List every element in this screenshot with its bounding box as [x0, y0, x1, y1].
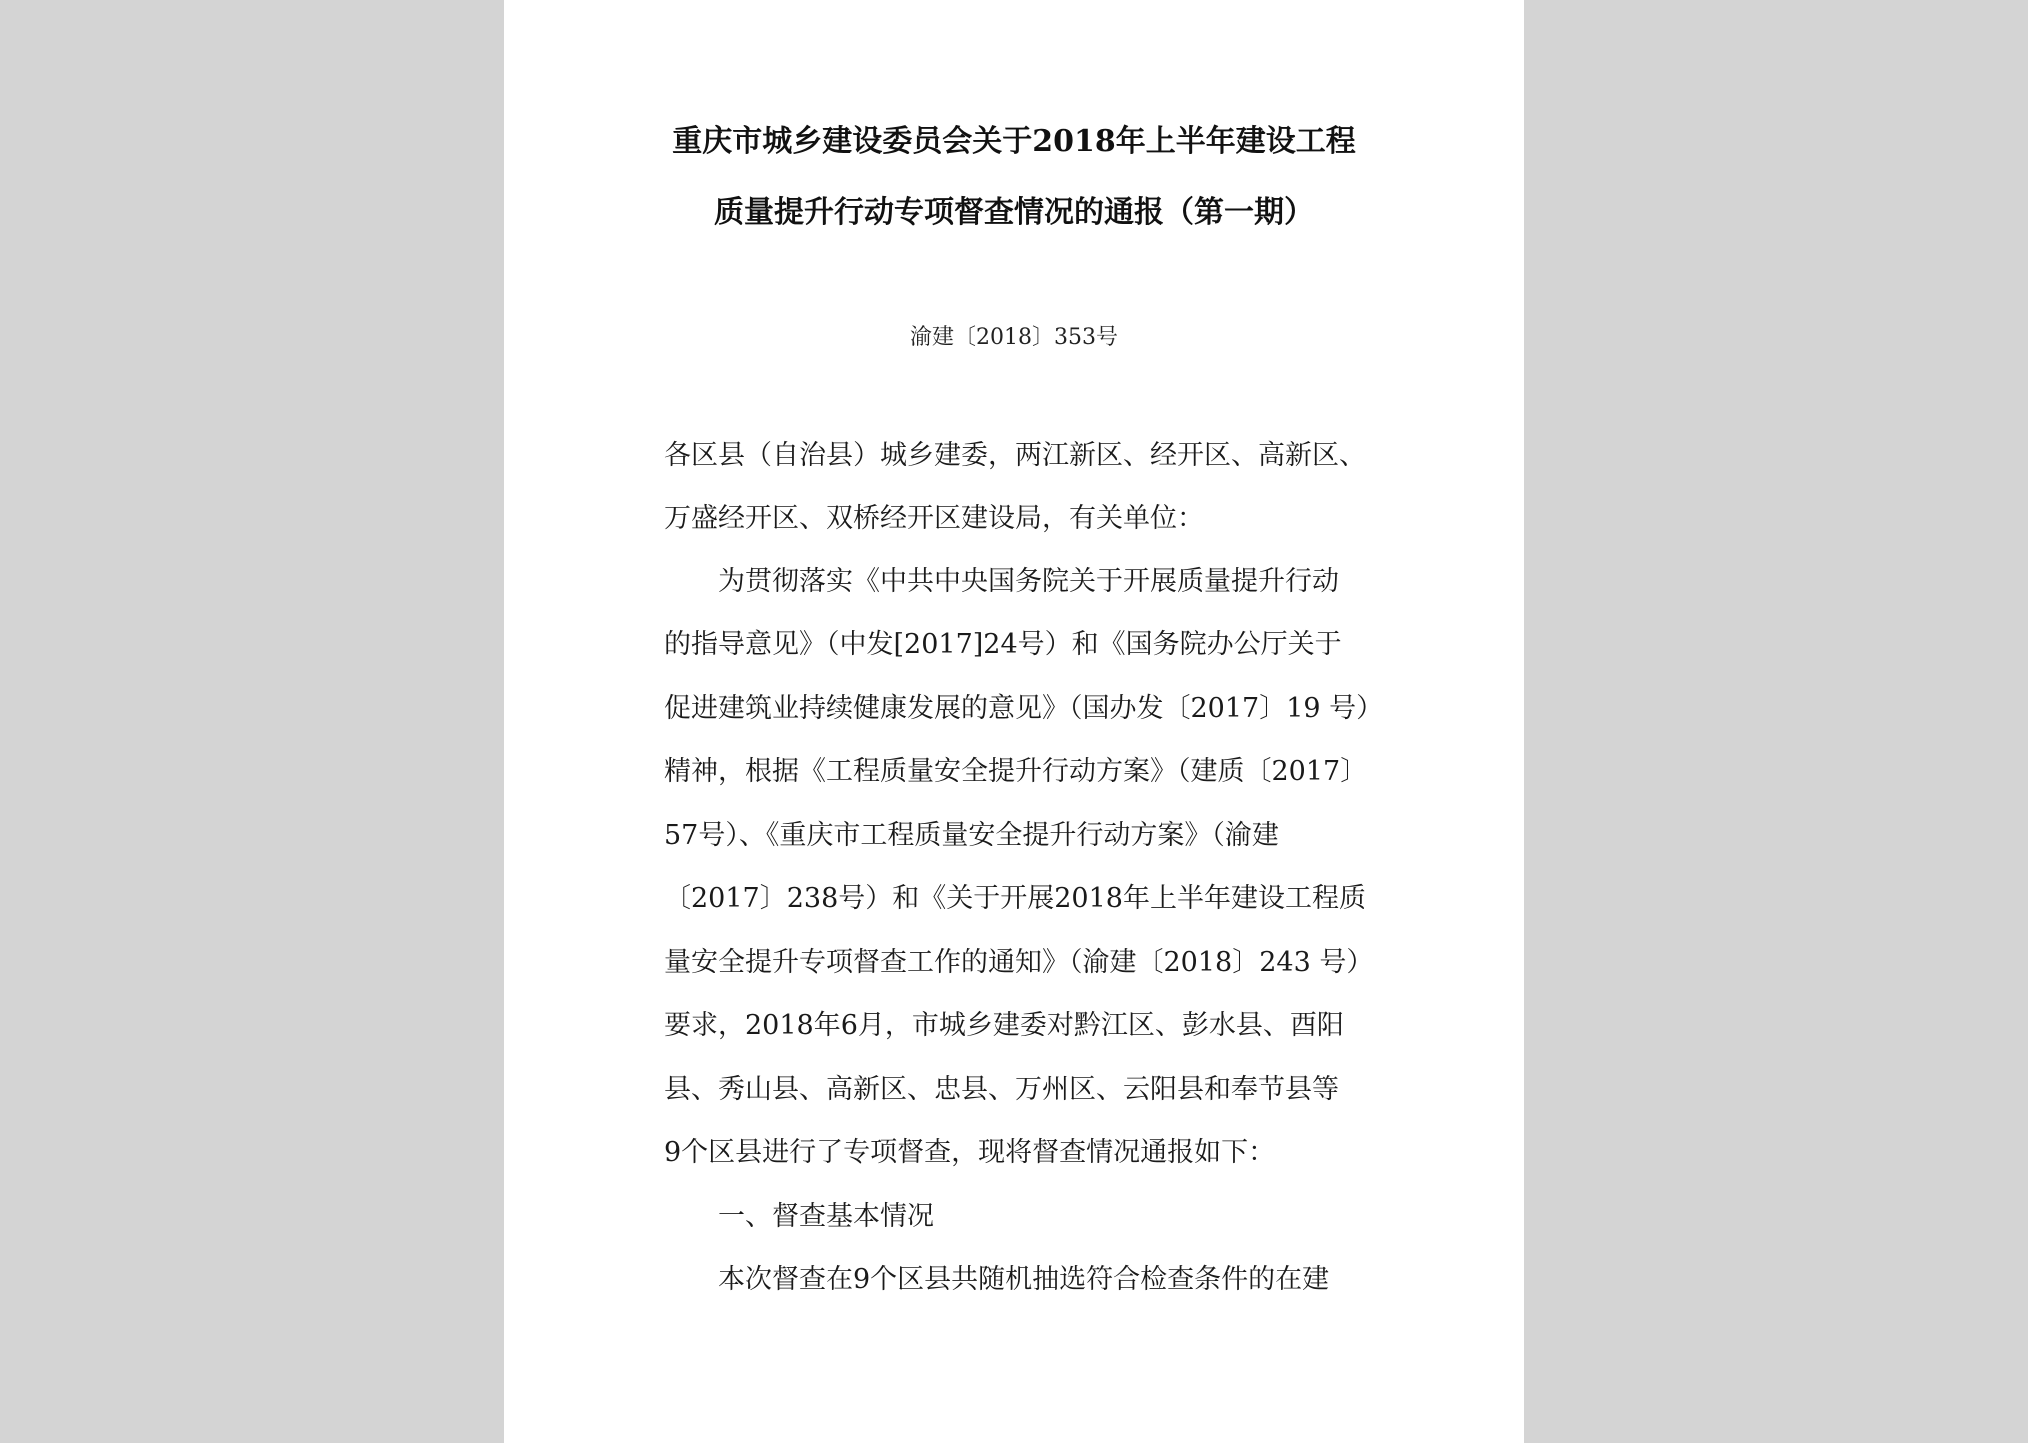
- section-heading: 一、督查基本情况: [718, 1201, 934, 1232]
- body-line: 万盛经开区、双桥经开区建设局，有关单位：: [664, 503, 1204, 534]
- document-title-line-2: 质量提升行动专项督查情况的通报（第一期）: [714, 195, 1314, 230]
- document-title-line-1: 重庆市城乡建设委员会关于2018年上半年建设工程: [672, 124, 1356, 159]
- body-line: 精神，根据《工程质量安全提升行动方案》（建质〔2017〕: [664, 756, 1368, 787]
- body-line: 促进建筑业持续健康发展的意见》（国办发〔2017〕19 号）: [664, 693, 1384, 724]
- body-line: 本次督查在9个区县共随机抽选符合检查条件的在建: [718, 1264, 1330, 1295]
- document-number: 渝建〔2018〕353号: [910, 325, 1118, 350]
- body-line: 9个区县进行了专项督查，现将督查情况通报如下：: [664, 1137, 1276, 1168]
- body-line: 57号）、《重庆市工程质量安全提升行动方案》（渝建: [664, 820, 1279, 851]
- body-line: 要求，2018年6月，市城乡建委对黔江区、彭水县、酉阳: [664, 1010, 1344, 1041]
- document-page: [504, 0, 1524, 1443]
- body-line: 量安全提升专项督查工作的通知》（渝建〔2018〕243 号）: [664, 947, 1374, 978]
- body-line: 为贯彻落实《中共中央国务院关于开展质量提升行动: [718, 566, 1339, 597]
- body-line: 县、秀山县、高新区、忠县、万州区、云阳县和奉节县等: [664, 1074, 1339, 1105]
- body-line: 各区县（自治县）城乡建委，两江新区、经开区、高新区、: [664, 440, 1366, 471]
- body-line: 的指导意见》（中发[2017]24号）和《国务院办公厅关于: [664, 629, 1342, 660]
- body-line: 〔2017〕238号）和《关于开展2018年上半年建设工程质: [664, 883, 1366, 914]
